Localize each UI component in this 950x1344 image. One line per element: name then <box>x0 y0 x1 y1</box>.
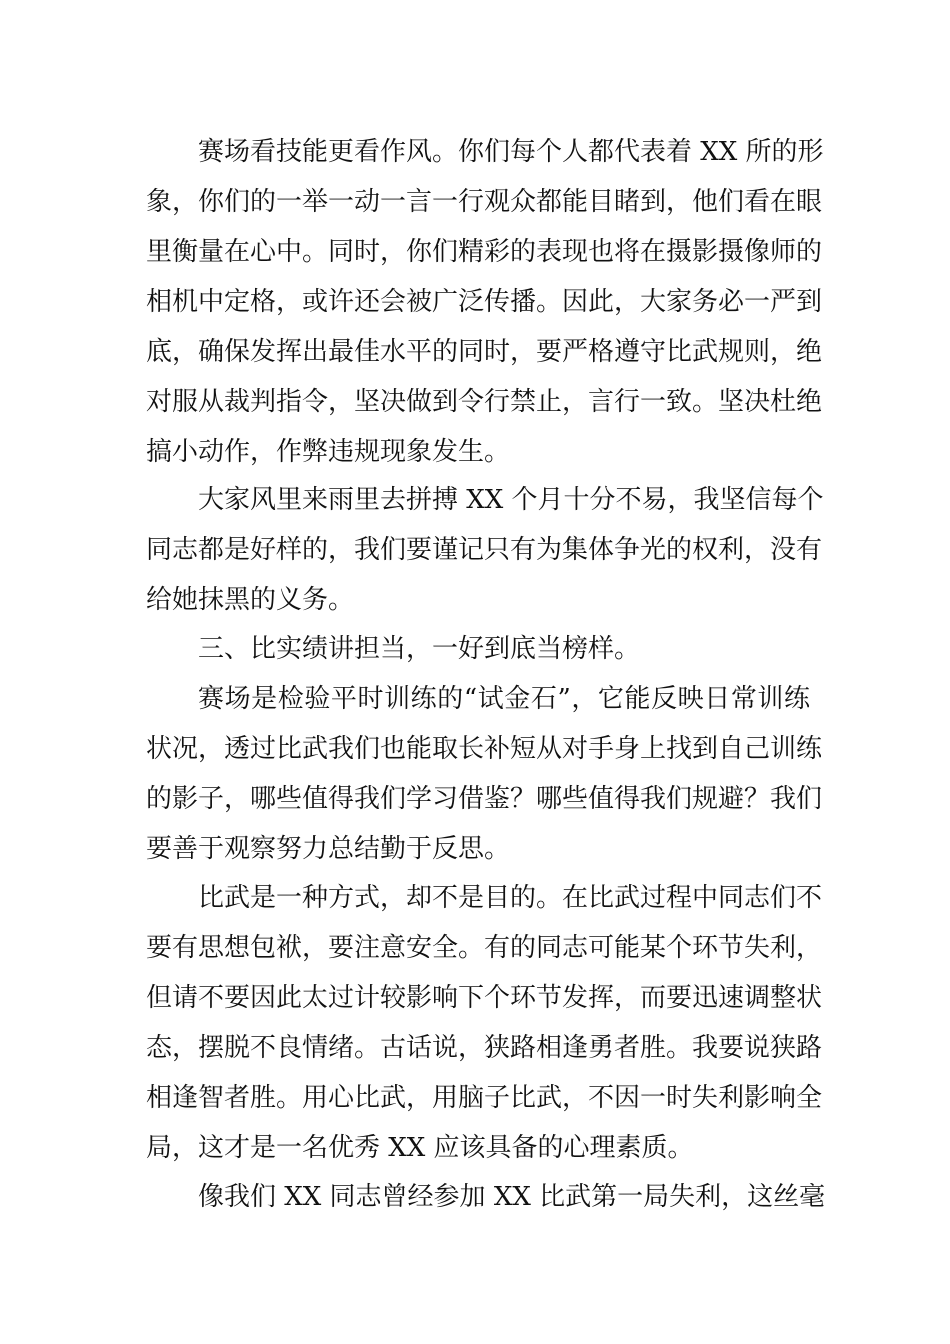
paragraph-5 <box>146 1172 826 1222</box>
text-line: 赛场是检验平时训练的“试金石”，它能反映日常训练 <box>198 684 810 714</box>
section-heading <box>146 624 810 674</box>
text-line: 赛场看技能更看作风。你们每个人都代表着 XX 所的形 <box>198 137 824 167</box>
text-line: 给她抹黑的义务。 <box>146 585 355 615</box>
text-line: 但请不要因此太过计较影响下个环节发挥，而要迅速调整状 <box>146 983 823 1013</box>
paragraph-3 <box>146 674 823 874</box>
text-line: 像我们 XX 同志曾经参加 XX 比武第一局失利，这丝毫 <box>198 1182 826 1212</box>
text-line: 大家风里来雨里去拼搏 XX 个月十分不易，我坚信每个 <box>198 485 824 515</box>
text-line: 象，你们的一举一动一言一行观众都能目睹到，他们看在眼 <box>146 187 823 217</box>
text-line: 里衡量在心中。同时，你们精彩的表现也将在摄影摄像师的 <box>146 237 823 267</box>
text-line: 搞小动作，作弊违规现象发生。 <box>146 437 511 467</box>
text-line: 要有思想包袱，要注意安全。有的同志可能某个环节失利， <box>146 933 823 963</box>
paragraph-1 <box>146 127 824 477</box>
text-line: 底，确保发挥出最佳水平的同时，要严格遵守比武规则，绝 <box>146 337 823 367</box>
paragraph-2 <box>146 475 824 625</box>
text-line: 同志都是好样的，我们要谨记只有为集体争光的权利，没有 <box>146 535 823 565</box>
text-line: 对服从裁判指令，坚决做到令行禁止，言行一致。坚决杜绝 <box>146 387 823 417</box>
text-line: 的影子，哪些值得我们学习借鉴？哪些值得我们规避？我们 <box>146 784 823 814</box>
text-line: 态，摆脱不良情绪。古话说，狭路相逢勇者胜。我要说狭路 <box>146 1033 823 1063</box>
paragraph-4 <box>146 873 823 1173</box>
text-line: 比武是一种方式，却不是目的。在比武过程中同志们不 <box>198 883 823 913</box>
text-line: 相逢智者胜。用心比武，用脑子比武，不因一时失利影响全 <box>146 1083 823 1113</box>
text-line: 要善于观察努力总结勤于反思。 <box>146 834 511 864</box>
section-heading-text: 三、比实绩讲担当，一好到底当榜样。 <box>198 634 641 664</box>
text-line: 局，这才是一名优秀 XX 应该具备的心理素质。 <box>146 1133 694 1163</box>
text-line: 相机中定格，或许还会被广泛传播。因此，大家务必一严到 <box>146 287 823 317</box>
text-line: 状况，透过比武我们也能取长补短从对手身上找到自己训练 <box>146 734 823 764</box>
